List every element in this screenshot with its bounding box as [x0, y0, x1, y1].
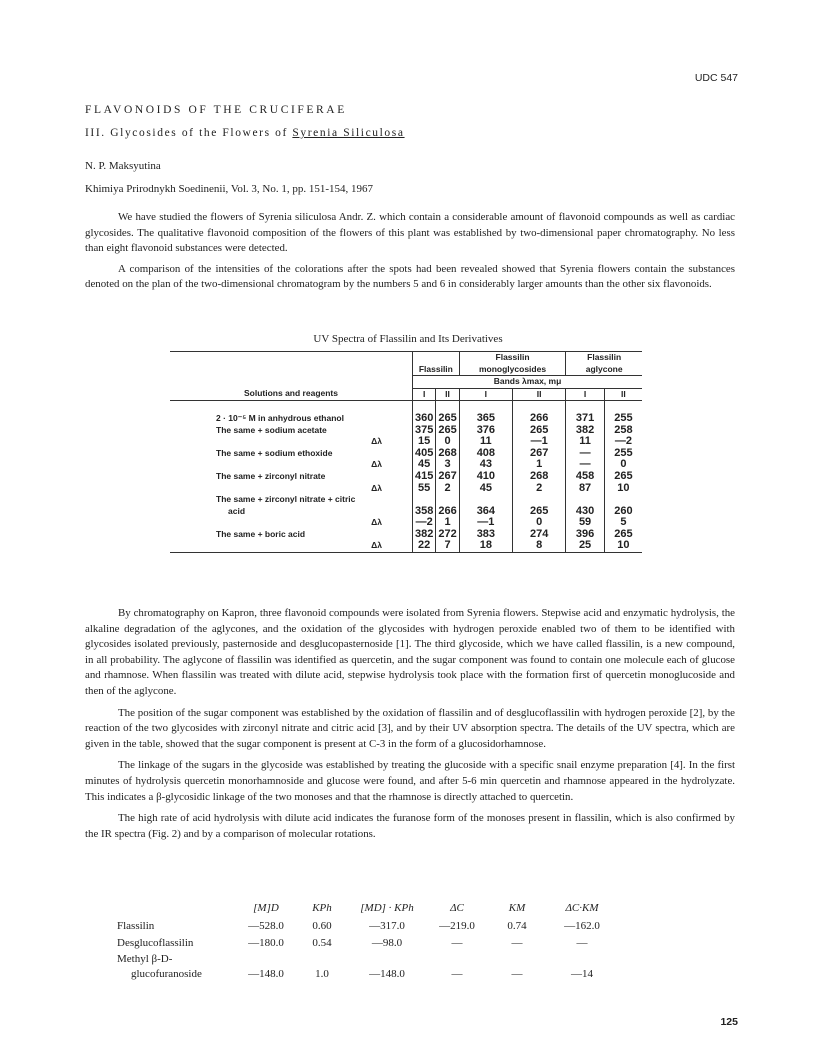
- cell: 2: [513, 483, 566, 495]
- col-header: ΔC: [450, 902, 464, 914]
- cell: [427, 953, 487, 966]
- cell: 8: [513, 540, 566, 552]
- paragraph-2: A comparison of the intensities of the colorations after the spots had been revealed showed that Syrenia flowers contain the substances denoted on the plan of the two-dimensional chromatogram by the numbers 5 and 6 in considerably larger amounts than the other six flavonoids.: [85, 262, 735, 291]
- page-number: 125: [720, 1016, 738, 1028]
- subcol-header: II: [513, 388, 566, 401]
- cell: 260: [604, 506, 642, 518]
- cell: 1.0: [315, 967, 329, 980]
- group-header-aglycone: Flassilin aglycone: [566, 352, 642, 376]
- row-label: Δλ: [170, 540, 413, 552]
- uv-table-caption: UV Spectra of Flassilin and Its Derivatives: [313, 333, 503, 345]
- cell: —: [451, 937, 463, 949]
- table-row: [170, 459, 642, 471]
- col-header: ΔC·KM: [565, 902, 599, 914]
- cell: 383: [459, 529, 512, 541]
- row-label: The same + boric acid: [216, 528, 306, 539]
- row-label: The same + sodium ethoxide: [216, 447, 333, 458]
- cell: 360: [413, 413, 436, 425]
- bands-header: Bands λmax, mμ: [413, 376, 643, 389]
- row-label: 2 · 10⁻⁵ M in anhydrous ethanol: [216, 413, 344, 424]
- article-title-prefix: III. Glycosides of the Flowers of: [85, 127, 288, 139]
- molecular-rotation-table: [117, 900, 617, 983]
- cell: —528.0: [248, 919, 284, 932]
- table-row: [170, 448, 642, 460]
- cell: 268: [436, 448, 459, 460]
- cell: 0.60: [312, 919, 332, 932]
- body-section: [85, 606, 735, 842]
- table-row: [117, 966, 617, 984]
- cell: 11: [566, 436, 604, 448]
- cell: —: [511, 967, 523, 980]
- cell: —1: [513, 436, 566, 448]
- cell: 265: [436, 413, 459, 425]
- cell: —: [451, 967, 463, 980]
- cell: 0: [436, 436, 459, 448]
- row-label: Δλ: [371, 459, 382, 470]
- row-name: glucofuranoside: [131, 967, 202, 980]
- cell: 15: [413, 436, 436, 448]
- cell: 45: [413, 459, 436, 471]
- row-label: acid: [228, 505, 246, 516]
- table-row: [170, 425, 642, 437]
- cell: 0: [513, 517, 566, 529]
- col-header: [MD] · KPh: [360, 902, 414, 914]
- cell: —1: [459, 517, 512, 529]
- cell: 266: [436, 506, 459, 518]
- cell: [547, 953, 617, 966]
- group-header-flassilin: Flassilin: [413, 352, 460, 376]
- cell: 59: [566, 517, 604, 529]
- cell: 396: [566, 529, 604, 541]
- row-name: Methyl β-D-: [117, 952, 173, 965]
- cell: 2: [436, 483, 459, 495]
- cell: —2: [413, 517, 436, 529]
- cell: 10: [604, 483, 642, 495]
- cell: 415: [413, 471, 436, 483]
- cell: 7: [436, 540, 459, 552]
- cell: 55: [413, 483, 436, 495]
- cell: [413, 494, 436, 506]
- table-row: [117, 953, 617, 966]
- table-row: [170, 483, 642, 495]
- table-row: [170, 529, 642, 541]
- cell: 265: [604, 471, 642, 483]
- cell: 364: [459, 506, 512, 518]
- col-header: [M]D: [253, 902, 279, 914]
- cell: 0.54: [312, 937, 332, 949]
- cell: —148.0: [369, 967, 405, 980]
- cell: —219.0: [439, 919, 475, 932]
- table-row: [117, 935, 617, 953]
- cell: 272: [436, 529, 459, 541]
- cell: 268: [513, 471, 566, 483]
- subcol-header: I: [459, 388, 512, 401]
- paragraph-6: The high rate of acid hydrolysis with dilute acid indicates the furanose form of the monoses present in flassilin, which is also confirmed by the IR spectra (Fig. 2) and by a comparison of molecular rotations.: [85, 812, 735, 840]
- cell: 43: [459, 459, 512, 471]
- source-citation: Khimiya Prirodnykh Soedinenii, Vol. 3, No. 1, pp. 151-154, 1967: [85, 183, 374, 195]
- col-header: KPh: [312, 902, 332, 914]
- table-row: [117, 918, 617, 936]
- cell: 358: [413, 506, 436, 518]
- cell: 371: [566, 413, 604, 425]
- cell: 45: [459, 483, 512, 495]
- cell: [513, 494, 566, 506]
- cell: —148.0: [248, 967, 284, 980]
- intro-section: [85, 210, 735, 293]
- cell: 265: [513, 425, 566, 437]
- article-title-species: Syrenia Siliculosa: [292, 127, 405, 139]
- row-name: Flassilin: [117, 919, 155, 932]
- cell: 25: [566, 540, 604, 552]
- paragraph-4: The position of the sugar component was established by the oxidation of flassilin and of desglucoflassilin with hydrogen peroxide [2], by the reaction of the two glycosides with zirconyl nitrate and citric acid [3], and by their UV absorption spectra. The details of the UV spectra, which are given in the table, showed that the sugar component is present at C-3 in the form of a glucosidorhamnose.: [85, 706, 735, 750]
- series-title: FLAVONOIDS OF THE CRUCIFERAE: [85, 104, 347, 116]
- table-row: [170, 506, 642, 518]
- cell: 265: [513, 506, 566, 518]
- cell: 267: [513, 448, 566, 460]
- cell: 376: [459, 425, 512, 437]
- cell: 267: [436, 471, 459, 483]
- cell: 405: [413, 448, 436, 460]
- cell: —: [511, 937, 523, 949]
- uv-spectra-table: [170, 351, 642, 553]
- cell: 258: [604, 425, 642, 437]
- cell: 11: [459, 436, 512, 448]
- table-row: [170, 413, 642, 425]
- paragraph-3: By chromatography on Kapron, three flavonoid compounds were isolated from Syrenia flowers. Stepwise acid and enzymatic hydrolysis, the alkaline degradation of the aglycones, and the oxidation of the glycosides with hydrogen peroxide enabled two of them to be identified with glycosides isolated previously, pasternoside and desglucopasternoside [1]. The third glycoside, which we have called flassilin, is a new compound, in all probability. The aglycone of flassilin was identified as quercetin, and the sugar component was found to contain one molecule each of glucose and rhamnose. When flassilin was treated with dilute acid, stepwise hydrolysis took place with the formation first of quercetin monoglucoside and then of the aglycone.: [85, 607, 735, 697]
- cell: [459, 494, 512, 506]
- cell: 22: [413, 540, 436, 552]
- paragraph-5: The linkage of the sugars in the glycoside was established by treating the glucoside with a specific snail enzyme preparation [4]. In the first minutes of hydrolysis quercetin monorhamnoside and glucose were found, and after 5-6 min quercetin and rhamnose appeared in the hydrolyzate. This indicates a β-glycosidic linkage of the two monoses and that the rhamnose is directly attached to quercetin.: [85, 759, 735, 803]
- cell: 430: [566, 506, 604, 518]
- subcol-header: II: [604, 388, 642, 401]
- cell: 0.74: [507, 919, 527, 932]
- article-title: [85, 127, 405, 139]
- cell: 274: [513, 529, 566, 541]
- cell: —: [566, 448, 604, 460]
- authors: N. P. Maksyutina: [85, 160, 161, 172]
- cell: 375: [413, 425, 436, 437]
- row-label: Δλ: [371, 436, 382, 447]
- cell: [347, 953, 427, 966]
- cell: 1: [513, 459, 566, 471]
- row-label: Δλ: [371, 517, 382, 528]
- cell: [604, 494, 642, 506]
- cell: 5: [604, 517, 642, 529]
- row-label: The same + zirconyl nitrate: [216, 471, 326, 482]
- cell: 266: [513, 413, 566, 425]
- cell: —: [576, 937, 588, 949]
- cell: [566, 494, 604, 506]
- paragraph-1: We have studied the flowers of Syrenia siliculosa Andr. Z. which contain a considerable amount of flavonoid compounds as well as cardiac glycosides. The qualitative flavonoid composition of the flowers of this plant was established by two-dimensional paper chromatography. No less than eight flavonoid substances were detected.: [85, 211, 735, 255]
- group-header-monoglycosides: Flassilin monoglycosides: [459, 352, 566, 376]
- row-label: The same + zirconyl nitrate + citric: [216, 494, 356, 505]
- cell: 0: [604, 459, 642, 471]
- table-row: [170, 517, 642, 529]
- cell: —180.0: [248, 937, 284, 949]
- cell: —162.0: [564, 919, 600, 932]
- cell: 255: [604, 448, 642, 460]
- cell: 382: [413, 529, 436, 541]
- cell: [235, 953, 297, 966]
- row-label: Δλ: [371, 482, 382, 493]
- cell: [487, 953, 547, 966]
- cell: 10: [604, 540, 642, 552]
- subcol-header: I: [566, 388, 604, 401]
- cell: [297, 953, 347, 966]
- cell: —: [566, 459, 604, 471]
- cell: 18: [459, 540, 512, 552]
- cell: 382: [566, 425, 604, 437]
- cell: [436, 494, 459, 506]
- subcol-header: I: [413, 388, 436, 401]
- cell: 408: [459, 448, 512, 460]
- table-row: [170, 494, 642, 506]
- cell: 255: [604, 413, 642, 425]
- row-label: The same + sodium acetate: [216, 424, 327, 435]
- col-header: KM: [508, 902, 526, 914]
- cell: 365: [459, 413, 512, 425]
- cell: 265: [436, 425, 459, 437]
- cell: 1: [436, 517, 459, 529]
- table-row: [170, 471, 642, 483]
- table-row: [170, 436, 642, 448]
- cell: —317.0: [369, 919, 405, 932]
- row-name: Desglucoflassilin: [117, 937, 194, 950]
- cell: —98.0: [371, 937, 403, 949]
- udc-code: UDC 547: [694, 72, 738, 84]
- cell: —14: [571, 967, 593, 980]
- cell: —2: [604, 436, 642, 448]
- cell: 3: [436, 459, 459, 471]
- col-solutions-header: [170, 352, 413, 389]
- subcol-header: II: [436, 388, 459, 401]
- cell: 410: [459, 471, 512, 483]
- cell: 458: [566, 471, 604, 483]
- cell: 87: [566, 483, 604, 495]
- solutions-reagents-label: Solutions and reagents: [170, 388, 413, 401]
- table-row: [170, 540, 642, 552]
- cell: 265: [604, 529, 642, 541]
